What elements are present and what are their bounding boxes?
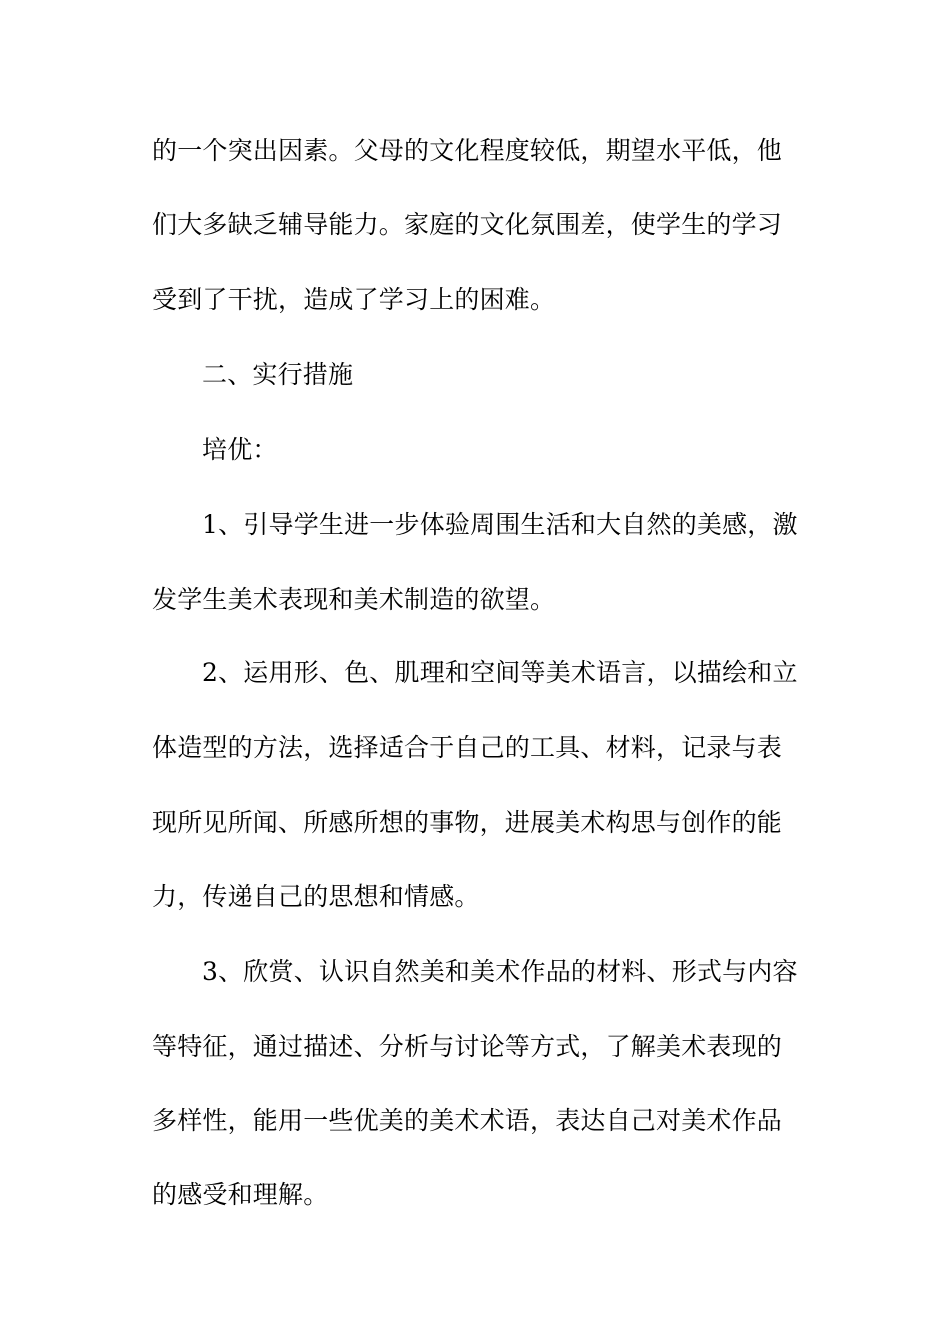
list-item-line: 力，传递自己的思想和情感。	[152, 882, 480, 911]
list-item-line: 的感受和理解。	[152, 1180, 329, 1209]
list-item-line: 3、欣赏、认识自然美和美术作品的材料、形式与内容	[202, 957, 798, 986]
paragraph-line: 的一个突出因素。父母的文化程度较低，期望水平低，他	[152, 136, 783, 165]
paragraph-line: 们大多缺乏辅导能力。家庭的文化氛围差，使学生的学习	[152, 210, 783, 239]
list-item-line: 体造型的方法，选择适合于自己的工具、材料，记录与表	[152, 733, 783, 762]
list-item-line: 1、引导学生进一步体验周围生活和大自然的美感，激	[202, 510, 798, 539]
paragraph-line: 受到了干扰，造成了学习上的困难。	[152, 285, 556, 314]
subsection-heading: 培优：	[202, 435, 278, 464]
section-heading: 二、实行措施	[202, 360, 354, 389]
list-item-line: 等特征，通过描述、分析与讨论等方式，了解美术表现的	[152, 1032, 783, 1061]
list-item-line: 发学生美术表现和美术制造的欲望。	[152, 585, 556, 614]
list-item-line: 现所见所闻、所感所想的事物，进展美术构思与创作的能	[152, 808, 783, 837]
list-item-line: 2、运用形、色、肌理和空间等美术语言，以描绘和立	[202, 658, 798, 687]
list-item-line: 多样性，能用一些优美的美术术语，表达自己对美术作品	[152, 1106, 783, 1135]
